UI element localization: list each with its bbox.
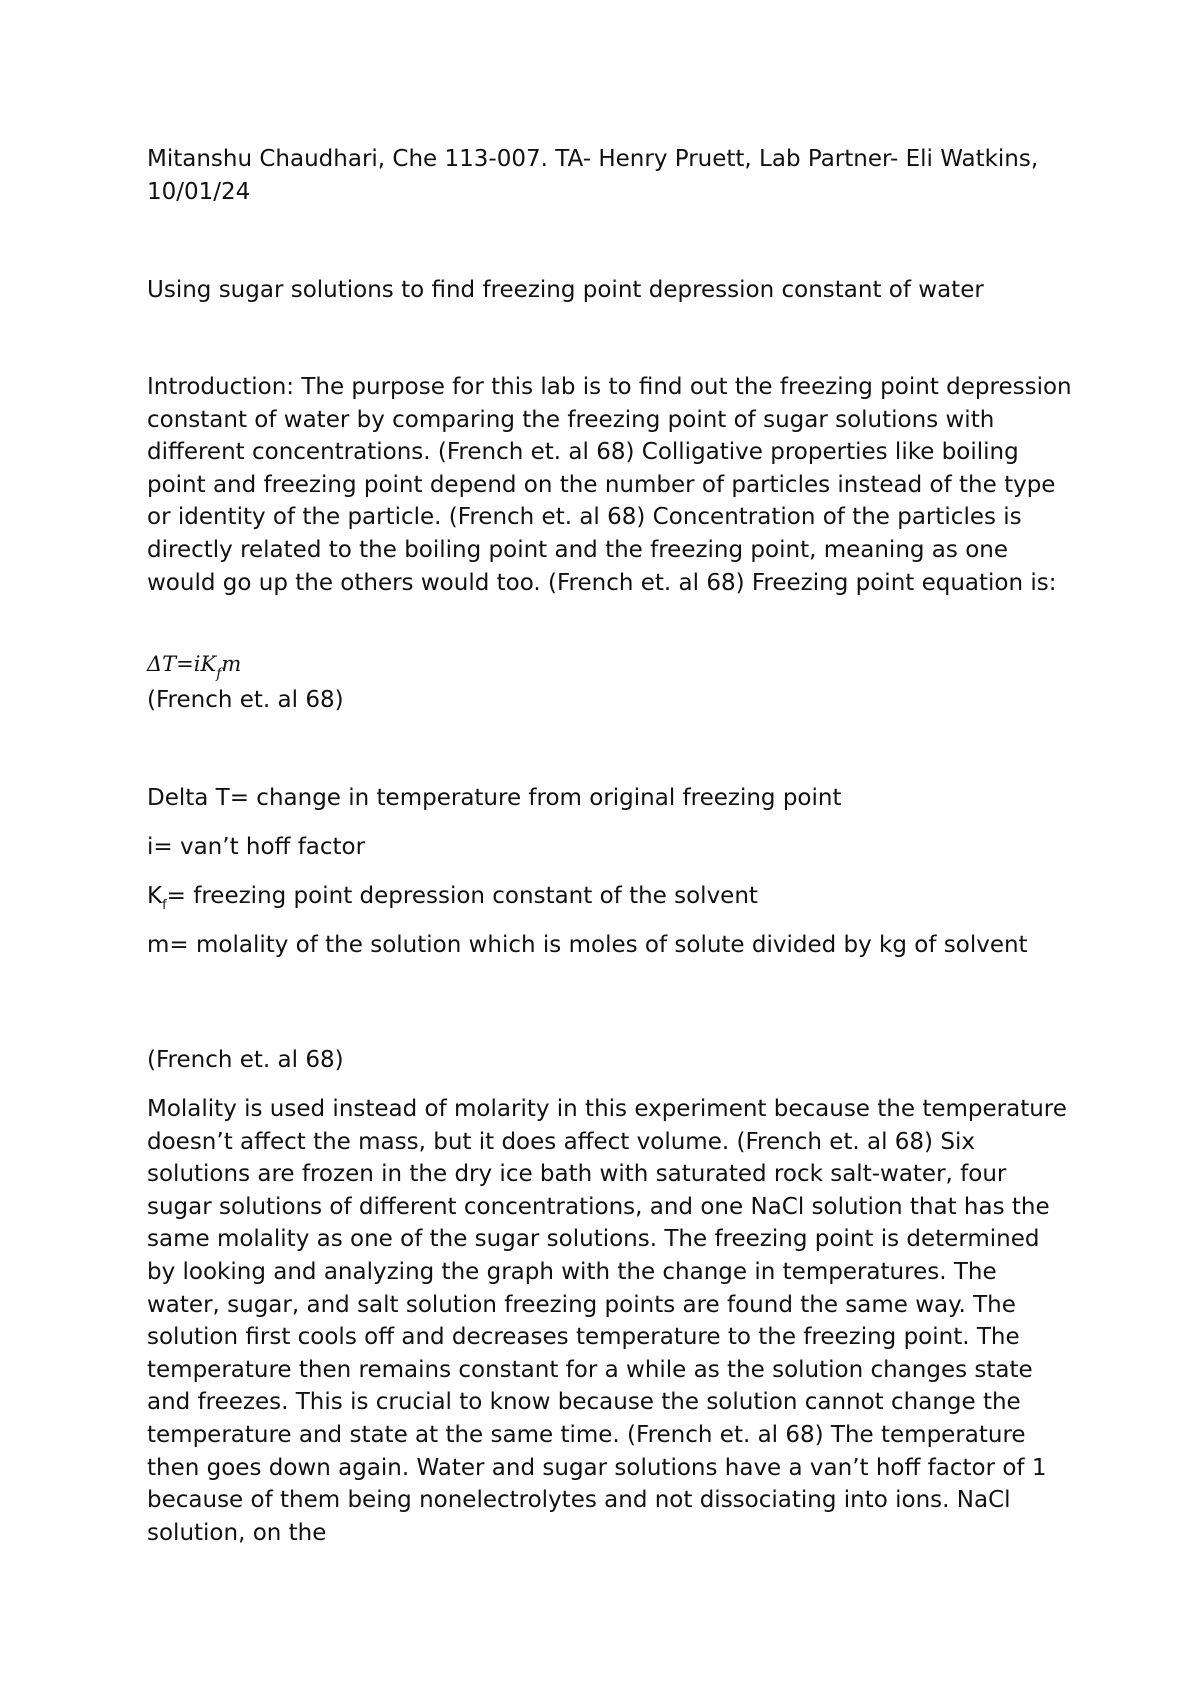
definition-delta-t: Delta T= change in temperature from original freezing point [147, 785, 842, 811]
definition-i: i= van’t hoff factor [147, 834, 366, 860]
definition-m: m= molality of the solution which is moles of solute divided by kg of solvent [147, 932, 1028, 958]
kf-subscript: f [162, 898, 167, 913]
equation-lhs: ΔT=iK [147, 652, 217, 676]
definition-kf [147, 880, 1072, 917]
citation: (French et. al 68) [147, 1047, 344, 1073]
equation-rhs: m [221, 652, 242, 676]
document-title: Using sugar solutions to find freezing point depression constant of water [147, 277, 984, 303]
introduction-paragraph: Introduction: The purpose for this lab is to find out the freezing point depression constant of water by comparing the freezing point of sugar solutions with different concentrations. (French et. al 68) Colligative properties like boiling point and freezing point depend on the number of particles instead of the type or identity of the particle. (French et. al 68) Concentration of the particles is directly related to the boiling point and the freezing point, meaning as one would go up the others would too. (French et. al 68) Freezing point equation is: [147, 374, 1072, 596]
citation: (French et. al 68) [147, 687, 344, 713]
freezing-point-equation [147, 650, 241, 681]
kf-symbol: K [147, 883, 163, 909]
kf-definition-text: = freezing point depression constant of the solvent [166, 883, 758, 909]
author-header: Mitanshu Chaudhari, Che 113-007. TA- Henry Pruett, Lab Partner- Eli Watkins, 10/01/24 [147, 146, 1039, 205]
equation-subscript: f [216, 666, 222, 682]
molality-paragraph: Molality is used instead of molarity in this experiment because the temperature doesn’t affect the mass, but it does affect volume. (French et. al 68) Six solutions are frozen in the dry ice bath with saturated rock salt-water, four sugar solutions of different concentrations, and one NaCl solution that has the same molality as one of the sugar solutions. The freezing point is determined by looking and analyzing the graph with the change in temperatures. The water, sugar, and salt solution freezing points are found the same way. The solution first cools off and decreases temperature to the freezing point. The temperature then remains constant for a while as the solution changes state and freezes. This is crucial to know because the solution cannot change the temperature and state at the same time. (French et. al 68) The temperature then goes down again. Water and sugar solutions have a van’t hoff factor of 1 because of them being nonelectrolytes and not dissociating into ions. NaCl solution, on the [147, 1096, 1067, 1546]
